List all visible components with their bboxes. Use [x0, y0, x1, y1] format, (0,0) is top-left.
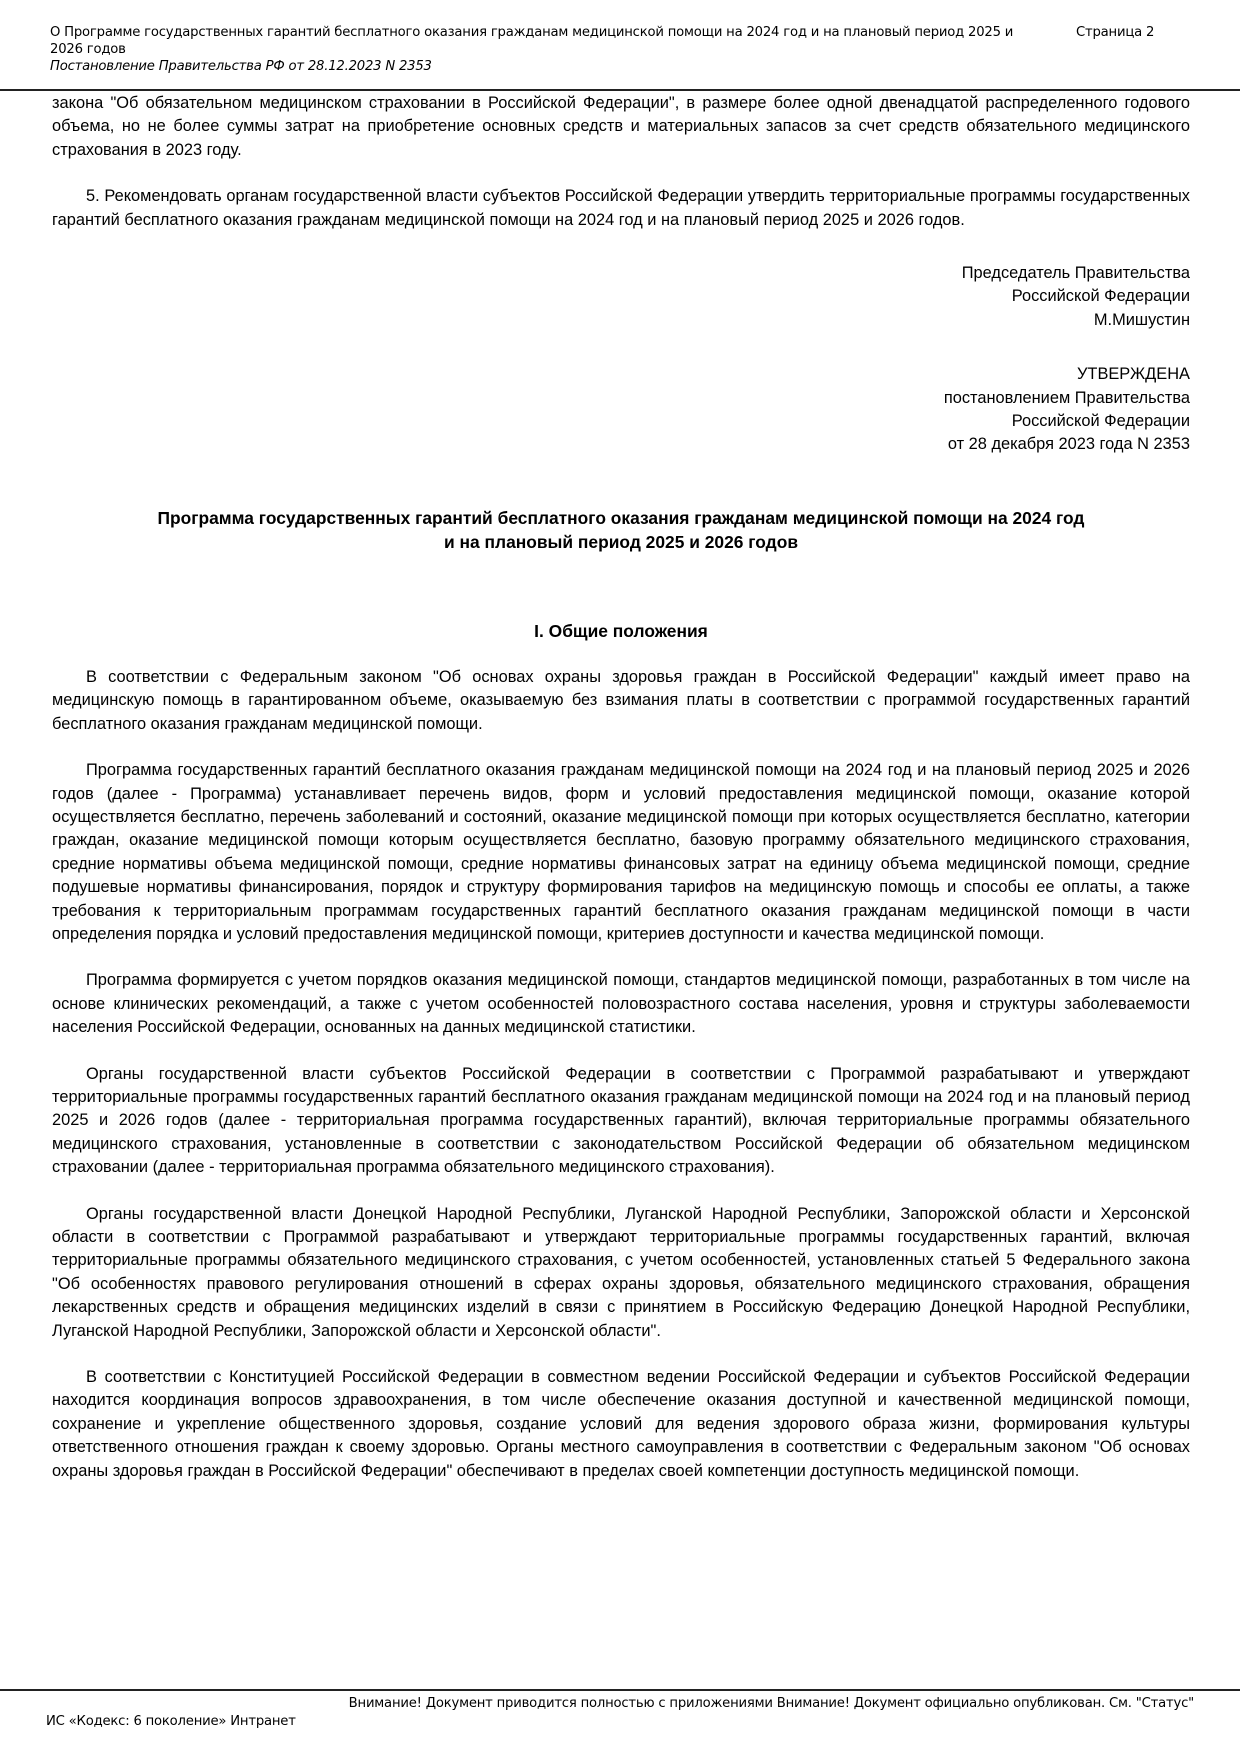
paragraph: Органы государственной власти Донецкой Народной Республики, Луганской Народной Республики, Запорожской области и Херсонской области в соответствии с Программой разрабатывают и утверждают территориальные программы государственных гарантий, включая территориальные программы обязательного медицинского страхования, с учетом особенностей, установленных статьей 5 Федерального закона "Об особенностях правового регулирования отношений в сферах охраны здоровья, обязательного медицинского страхования, обращения лекарственных средств и обращения медицинских изделий в связи с принятием в Российскую Федерацию Донецкой Народной Республики, Луганской Народной Республики, Запорожской области и Херсонской области".	[52, 1204, 1190, 1340]
approval-heading: УТВЕРЖДЕНА	[1077, 365, 1190, 384]
program-title-line-2: и на плановый период 2025 и 2026 годов	[443, 531, 799, 552]
page-header	[50, 24, 1160, 75]
approval-by: постановлением Правительства	[943, 388, 1190, 407]
document-title: О Программе государственных гарантий бесплатного оказания гражданам медицинской помощи на 2024 год и на плановый период 2025 и 2026 годов	[50, 25, 1014, 57]
program-title-line-1: Программа государственных гарантий бесплатного оказания гражданам медицинской помощи на 2024 год	[157, 507, 1085, 528]
page-footer	[46, 1695, 1194, 1731]
signature-position: Председатель Правительства	[961, 264, 1190, 283]
section-title: I. Общие положения	[534, 620, 708, 641]
item-5-paragraph: 5. Рекомендовать органам государственной власти субъектов Российской Федерации утвердить территориальные программы государственных гарантий бесплатного оказания гражданам медицинской помощи на 2024 год и на плановый период 2025 и 2026 годов.	[52, 187, 1190, 229]
program-title	[52, 506, 1190, 554]
page-number: Страница 2	[1076, 25, 1155, 40]
document-subtitle: Постановление Правительства РФ от 28.12.2023 N 2353	[50, 59, 432, 74]
paragraph: Программа государственных гарантий бесплатного оказания гражданам медицинской помощи на 2024 год и на плановый период 2025 и 2026 годов (далее - Программа) устанавливает перечень видов, форм и условий предоставления медицинской помощи, оказание которой осуществляется бесплатно, перечень заболеваний и состояний, оказание медицинской помощи при которых осуществляется бесплатно, категории граждан, оказание медицинской помощи которым осуществляется бесплатно, базовую программу обязательного медицинского страхования, средние нормативы объема медицинской помощи, средние нормативы финансовых затрат на единицу объема медицинской помощи, средние подушевые нормативы финансирования, порядок и структуру формирования тарифов на медицинскую помощь и способы ее оплаты, а также требования к территориальным программам государственных гарантий бесплатного оказания гражданам медицинской помощи в части определения порядка и условий предоставления медицинской помощи, критериев доступности и качества медицинской помощи.	[52, 761, 1190, 943]
header-divider	[0, 89, 1240, 91]
footer-notice: Внимание! Документ приводится полностью с приложениями Внимание! Документ официально опубликован. См. "Статус"	[348, 1696, 1194, 1711]
paragraph: Программа формируется с учетом порядков оказания медицинской помощи, стандартов медицинской помощи, разработанных в том числе на основе клинических рекомендаций, а также с учетом особенностей половозрастного состава населения, уровня и структуры заболеваемости населения Российской Федерации, основанных на данных медицинской статистики.	[52, 971, 1190, 1037]
signature-block	[52, 262, 1190, 332]
continuation-paragraph: закона "Об обязательном медицинском страховании в Российской Федерации", в размере более одной двенадцатой распределенного годового объема, но не более суммы затрат на приобретение основных средств и материальных запасов за счет средств обязательного медицинского страхования в 2023 году.	[52, 94, 1190, 159]
approval-organization: Российской Федерации	[1011, 412, 1190, 431]
footer-divider	[0, 1689, 1240, 1691]
signature-organization: Российской Федерации	[1011, 287, 1190, 306]
document-body	[52, 92, 1190, 1483]
footer-system-name: ИС «Кодекс: 6 поколение» Интранет	[46, 1714, 296, 1729]
approval-block	[52, 363, 1190, 457]
approval-date: от 28 декабря 2023 года N 2353	[947, 435, 1190, 454]
signature-name: М.Мишустин	[1093, 310, 1190, 329]
paragraph: В соответствии с Федеральным законом "Об основах охраны здоровья граждан в Российской Федерации" каждый имеет право на медицинскую помощь в гарантированном объеме, оказываемую без взимания платы в соответствии с программой государственных гарантий бесплатного оказания гражданам медицинской помощи.	[52, 667, 1190, 733]
paragraph: В соответствии с Конституцией Российской Федерации в совместном ведении Российской Федерации и субъектов Российской Федерации находится координация вопросов здравоохранения, в том числе обеспечение оказания доступной и качественной медицинской помощи, сохранение и укрепление общественного здоровья, создание условий для ведения здорового образа жизни, формирования культуры ответственного отношения граждан к своему здоровью. Органы местного самоуправления в соответствии с Федеральным законом "Об основах охраны здоровья граждан в Российской Федерации" обеспечивают в пределах своей компетенции доступность медицинской помощи.	[52, 1368, 1190, 1480]
paragraph: Органы государственной власти субъектов Российской Федерации в соответствии с Программой разрабатывают и утверждают территориальные программы государственных гарантий бесплатного оказания гражданам медицинской помощи на 2024 год и на плановый период 2025 и 2026 годов (далее - территориальная программа государственных гарантий), включая территориальные программы обязательного медицинского страхования, установленные в соответствии с законодательством Российской Федерации об обязательном медицинском страховании (далее - территориальная программа обязательного медицинского страхования).	[52, 1064, 1190, 1177]
